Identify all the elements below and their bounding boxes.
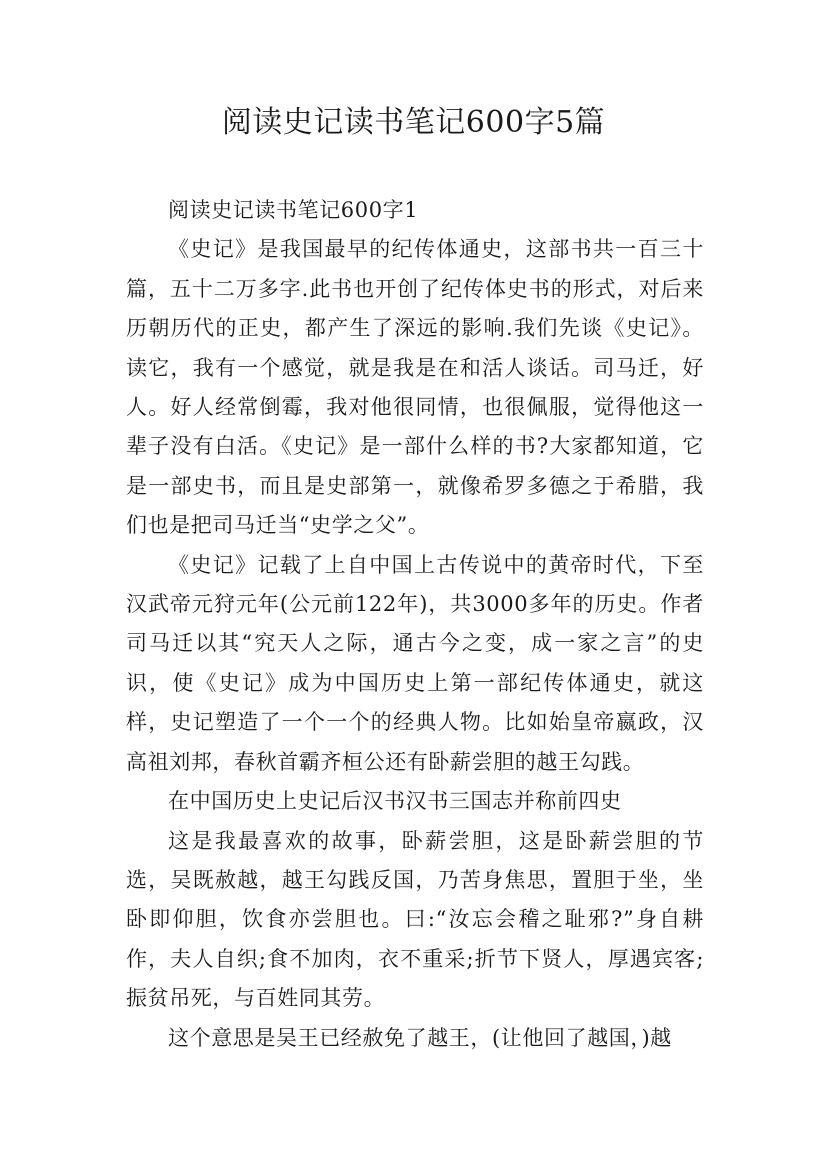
paragraph: 在中国历史上史记后汉书汉书三国志并称前四史 — [168, 789, 622, 814]
section-heading: 阅读史记读书笔记600字1 — [168, 198, 419, 222]
paragraph: 《史记》记载了上自中国上古传说中的黄帝时代，下至汉武帝元狩元年(公元前122年)，共3000多年的历史。作者司马迁以其“究天人之际，通古今之变，成一家之言”的史识，使《史记》成为中国历史上第一部纪传体通史，就这样，史记塑造了一个一个的经典人物。比如始皇帝嬴政，汉高祖刘邦，春秋首霸齐桓公还有卧薪尝胆的越王勾践。 — [126, 552, 704, 774]
paragraph: 《史记》是我国最早的纪传体通史，这部书共一百三十篇，五十二万多字.此书也开创了纪传体史书的形式，对后来历朝历代的正史，都产生了深远的影响.我们先谈《史记》。读它，我有一个感觉，就是我是在和活人谈话。司马迁，好人。好人经常倒霉，我对他很同情，也很佩服，觉得他这一辈子没有白活。《史记》是一部什么样的书?大家都知道，它是一部史书，而且是史部第一，就像希罗多德之于希腊，我们也是把司马迁当“史学之父”。 — [126, 237, 704, 538]
document-body — [126, 191, 704, 1058]
document-title: 阅读史记读书笔记600字5篇 — [221, 105, 606, 140]
paragraph: 这个意思是吴王已经赦免了越王，(让他回了越国，)越 — [168, 1025, 672, 1050]
paragraph: 这是我最喜欢的故事，卧薪尝胆，这是卧薪尝胆的节选，吴既赦越，越王勾践反国，乃苦身焦思，置胆于坐，坐卧即仰胆，饮食亦尝胆也。曰:“汝忘会稽之耻邪?”身自耕作，夫人自织;食不加肉，衣不重采;折节下贤人，厚遇宾客;振贫吊死，与百姓同其劳。 — [126, 828, 704, 1011]
